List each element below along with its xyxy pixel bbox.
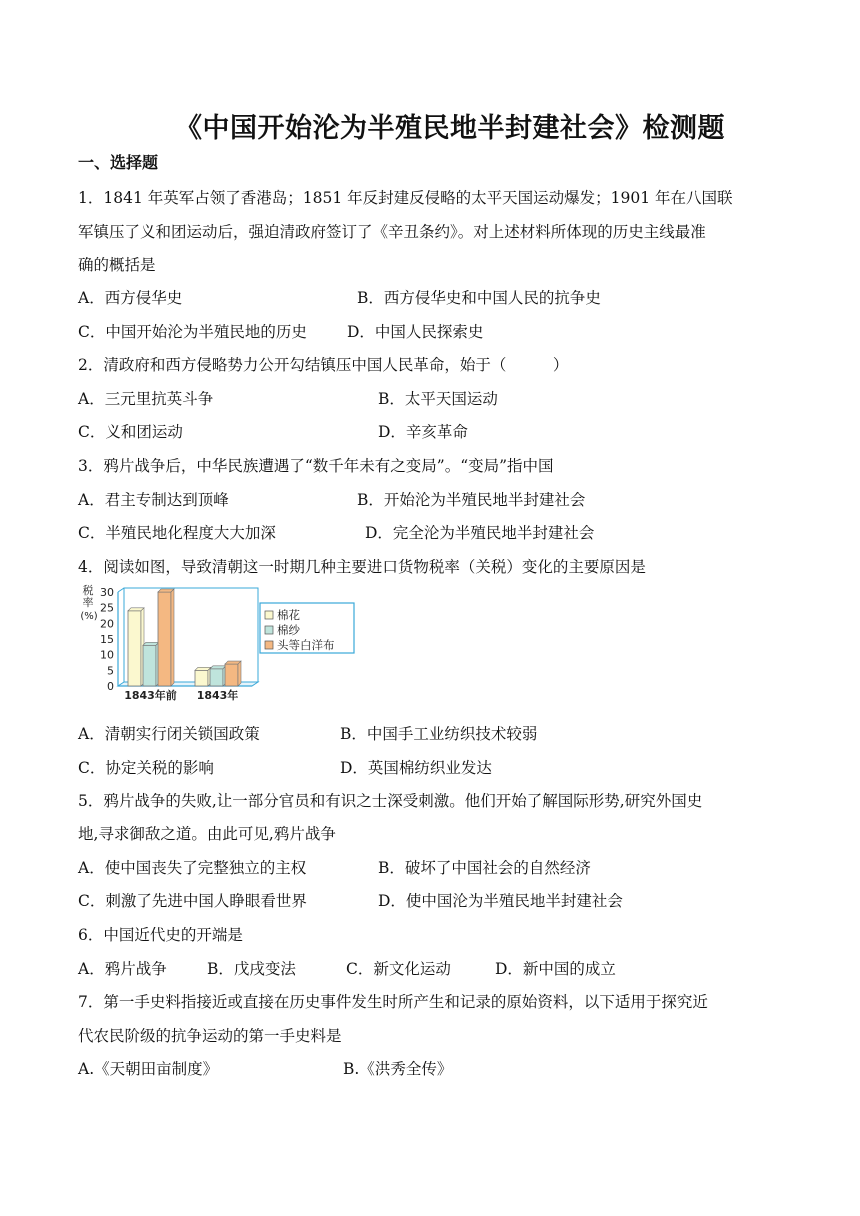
chart-y-tick-label: 5 <box>107 664 114 678</box>
q3-option-d: D．完全沦为半殖民地半封建社会 <box>365 524 595 542</box>
chart-y-tick-label: 10 <box>100 648 114 662</box>
chart-legend-swatch <box>265 626 273 634</box>
q7-option-a: A.《天朝田亩制度》 <box>78 1060 219 1078</box>
chart-y-tick-label: 0 <box>107 680 114 693</box>
q1-option-b: B．西方侵华史和中国人民的抗争史 <box>357 289 601 307</box>
q3-option-b: B．开始沦为半殖民地半封建社会 <box>357 491 586 509</box>
tariff-bar-chart <box>78 582 363 704</box>
chart-y-label: 税 <box>82 584 94 597</box>
q4-stem: 4．阅读如图，导致清朝这一时期几种主要进口货物税率（关税）变化的主要原因是 <box>78 558 646 576</box>
chart-bar <box>143 645 156 686</box>
q1-option-c: C．中国开始沦为半殖民地的历史 <box>78 323 307 341</box>
q5-stem-line-2: 地,寻求御敌之道。由此可见,鸦片战争 <box>78 825 336 843</box>
chart-legend-swatch <box>265 611 273 619</box>
chart-bar-side <box>171 589 174 686</box>
q1-stem-line-3: 确的概括是 <box>78 256 156 274</box>
q4-option-c: C．协定关税的影响 <box>78 759 214 777</box>
q7-stem-line-2: 代农民阶级的抗争运动的第一手史料是 <box>78 1027 342 1045</box>
q2-option-b: B．太平天国运动 <box>378 390 498 408</box>
q1-stem-line-1: 1．1841 年英军占领了香港岛；1851 年反封建反侵略的太平天国运动爆发；1901 年在八国联 <box>78 189 733 207</box>
q5-option-b: B．破坏了中国社会的自然经济 <box>378 859 591 877</box>
q1-option-d: D．中国人民探索史 <box>347 323 484 341</box>
q3-option-c: C．半殖民地化程度大大加深 <box>78 524 276 542</box>
chart-x-tick-label: 1843年 <box>196 689 239 702</box>
q1-stem-line-2: 军镇压了义和团运动后，强迫清政府签订了《辛丑条约》。对上述材料所体现的历史主线最准 <box>78 223 706 241</box>
chart-y-tick-label: 25 <box>100 601 114 615</box>
q6-option-a: A．鸦片战争 <box>78 960 167 978</box>
q1-option-a: A．西方侵华史 <box>78 289 183 307</box>
chart-bar <box>225 664 238 686</box>
chart-legend-label: 棉花 <box>277 608 300 622</box>
q5-option-d: D．使中国沦为半殖民地半封建社会 <box>378 892 623 910</box>
chart-bar-side <box>238 661 241 686</box>
q6-option-b: B．戊戌变法 <box>207 960 296 978</box>
q3-stem: 3．鸦片战争后，中华民族遭遇了“数千年未有之变局”。“变局”指中国 <box>78 457 554 475</box>
q3-option-a: A．君主专制达到顶峰 <box>78 491 229 509</box>
q2-stem: 2．清政府和西方侵略势力公开勾结镇压中国人民革命，始于（ ） <box>78 356 569 374</box>
chart-bar <box>195 670 208 686</box>
chart-y-label: (%) <box>80 611 98 622</box>
chart-y-tick-label: 20 <box>100 617 114 631</box>
q6-stem: 6．中国近代史的开端是 <box>78 926 243 944</box>
q4-option-a: A．清朝实行闭关锁国政策 <box>78 725 260 743</box>
q2-option-a: A．三元里抗英斗争 <box>78 390 214 408</box>
section-heading: 一、选择题 <box>78 153 159 172</box>
q5-option-a: A．使中国丧失了完整独立的主权 <box>78 859 307 877</box>
q6-option-d: D．新中国的成立 <box>495 960 616 978</box>
chart-bar <box>128 611 141 686</box>
chart-axis-corner <box>118 588 124 592</box>
chart-legend-label: 棉纱 <box>277 623 300 637</box>
q2-option-d: D．辛亥革命 <box>378 423 468 441</box>
chart-y-label: 率 <box>82 596 94 609</box>
chart-bar <box>210 669 223 686</box>
q5-stem-line-1: 5．鸦片战争的失败,让一部分官员和有识之士深受刺激。他们开始了解国际形势,研究外国史 <box>78 792 703 810</box>
chart-legend-swatch <box>265 641 273 649</box>
chart-y-tick-label: 30 <box>100 586 114 599</box>
q4-option-d: D．英国棉纺织业发达 <box>340 759 492 777</box>
q7-stem-line-1: 7．第一手史料指接近或直接在历史事件发生时所产生和记录的原始资料，以下适用于探究近 <box>78 993 708 1011</box>
q4-option-b: B．中国手工业纺织技术较弱 <box>340 725 538 743</box>
chart-legend-label: 头等白洋布 <box>277 638 335 652</box>
q5-option-c: C．刺激了先进中国人睁眼看世界 <box>78 892 307 910</box>
q7-option-b: B.《洪秀全传》 <box>343 1060 453 1078</box>
chart-x-tick-label: 1843年前 <box>124 689 177 702</box>
chart-bar <box>158 592 171 686</box>
page-title: 《中国开始沦为半殖民地半封建社会》检测题 <box>175 113 725 144</box>
q2-option-c: C．义和团运动 <box>78 423 183 441</box>
q6-option-c: C．新文化运动 <box>346 960 451 978</box>
chart-y-tick-label: 15 <box>100 633 114 646</box>
